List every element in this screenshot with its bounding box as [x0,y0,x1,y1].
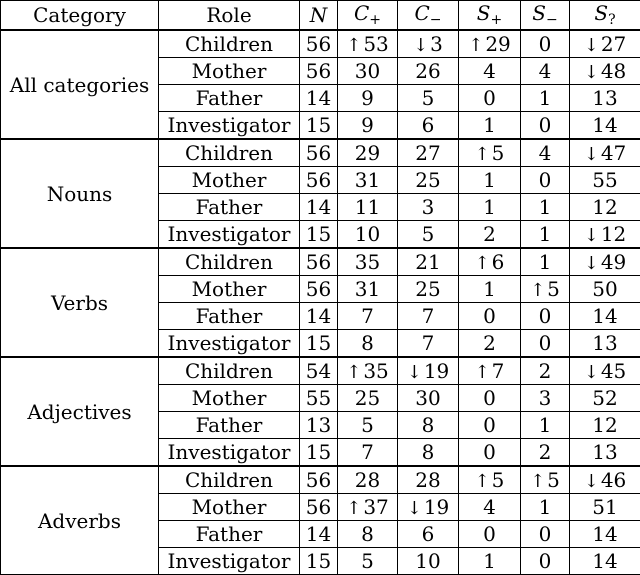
cell-value: 0 [483,86,496,110]
arrow-down-icon: ↓ [584,37,599,55]
cell-value: 10 [415,549,440,573]
table-row [1,466,640,494]
cell-value: 21 [415,250,440,274]
table-row [1,248,640,276]
sminus-cell [521,276,570,303]
cminus-cell [398,194,459,221]
cell-value: 1 [483,277,496,301]
n-cell: 13 [300,412,338,439]
squery-cell [570,330,640,358]
n-cell: 56 [300,167,338,194]
cminus-cell [398,221,459,249]
arrow-up-icon: ↑ [530,473,545,491]
cell-value: 0 [483,413,496,437]
cell-value: 6 [422,113,435,137]
role-cell: Children [159,248,300,276]
cell-value: 25 [415,168,440,192]
header-n [300,1,338,31]
arrow-down-icon: ↓ [584,146,599,164]
cplus-cell [338,303,398,330]
cminus-cell [398,494,459,521]
squery-cell [570,248,640,276]
cplus-cell [338,439,398,467]
cell-value: 0 [539,522,552,546]
cplus-cell [338,494,398,521]
cplus-cell [338,30,398,58]
cell-value: 48 [601,59,626,83]
cminus-cell [398,330,459,358]
cminus-cell [398,357,459,385]
squery-cell [570,466,640,494]
role-cell: Father [159,303,300,330]
cell-value: 5 [492,141,505,165]
sminus-cell [521,221,570,249]
sminus-cell [521,58,570,85]
cell-value: 7 [361,304,374,328]
header-c-minus-subscript: − [430,12,442,28]
squery-cell [570,439,640,467]
cell-value: 5 [361,413,374,437]
cell-value: 4 [539,141,552,165]
cell-value: 7 [422,304,435,328]
sminus-cell [521,139,570,167]
splus-cell [459,221,521,249]
arrow-down-icon: ↓ [413,37,428,55]
splus-cell [459,385,521,412]
n-cell: 14 [300,85,338,112]
cell-value: 31 [355,277,380,301]
cminus-cell [398,276,459,303]
cell-value: 13 [592,440,617,464]
splus-cell [459,167,521,194]
cell-value: 0 [483,440,496,464]
cminus-cell [398,303,459,330]
squery-cell [570,276,640,303]
cell-value: 2 [539,359,552,383]
splus-cell [459,303,521,330]
cell-value: 51 [592,495,617,519]
role-cell: Investigator [159,548,300,575]
header-c-plus-subscript: + [369,12,381,28]
sminus-cell [521,194,570,221]
n-cell: 15 [300,221,338,249]
cell-value: 27 [415,141,440,165]
header-s-minus-symbol: S [532,1,546,25]
cell-value: 4 [539,59,552,83]
cell-value: 14 [592,522,617,546]
splus-cell [459,330,521,358]
cell-value: 50 [592,277,617,301]
header-s-query-subscript: ? [608,12,616,28]
role-cell: Father [159,85,300,112]
cell-value: 14 [592,549,617,573]
cell-value: 52 [592,386,617,410]
sminus-cell [521,412,570,439]
cell-value: 8 [361,522,374,546]
cminus-cell [398,248,459,276]
cell-value: 8 [361,331,374,355]
cell-value: 2 [539,440,552,464]
splus-cell [459,194,521,221]
arrow-down-icon: ↓ [584,64,599,82]
sminus-cell [521,494,570,521]
cell-value: 12 [601,222,626,246]
splus-cell [459,412,521,439]
header-c-minus [398,1,459,31]
role-cell: Children [159,357,300,385]
role-cell: Mother [159,167,300,194]
cplus-cell [338,58,398,85]
cell-value: 0 [539,32,552,56]
cell-value: 0 [539,549,552,573]
cminus-cell [398,412,459,439]
role-cell: Children [159,30,300,58]
role-cell: Father [159,521,300,548]
cell-value: 49 [601,250,626,274]
arrow-up-icon: ↑ [475,146,490,164]
cplus-cell [338,330,398,358]
cplus-cell [338,139,398,167]
cplus-cell [338,112,398,140]
arrow-up-icon: ↑ [468,37,483,55]
role-cell: Children [159,466,300,494]
squery-cell [570,357,640,385]
n-cell: 14 [300,303,338,330]
sminus-cell [521,439,570,467]
cell-value: 35 [363,359,388,383]
splus-cell [459,521,521,548]
cell-value: 0 [539,113,552,137]
n-cell: 56 [300,276,338,303]
cell-value: 30 [355,59,380,83]
cell-value: 5 [547,468,560,492]
splus-cell [459,58,521,85]
header-s-query-symbol: S [594,1,608,25]
squery-cell [570,85,640,112]
n-cell: 15 [300,112,338,140]
sminus-cell [521,385,570,412]
cell-value: 19 [424,359,449,383]
squery-cell [570,521,640,548]
cell-value: 25 [355,386,380,410]
n-cell: 15 [300,548,338,575]
role-cell: Children [159,139,300,167]
cell-value: 26 [415,59,440,83]
cell-value: 19 [424,495,449,519]
cell-value: 8 [422,413,435,437]
splus-cell [459,439,521,467]
arrow-down-icon: ↓ [407,500,422,518]
table-body [1,30,640,575]
cell-value: 28 [415,468,440,492]
cell-value: 28 [355,468,380,492]
header-role: Role [159,1,300,31]
cell-value: 1 [539,495,552,519]
cplus-cell [338,85,398,112]
cminus-cell [398,139,459,167]
arrow-up-icon: ↑ [475,255,490,273]
arrow-down-icon: ↓ [584,227,599,245]
n-cell: 56 [300,139,338,167]
sminus-cell [521,357,570,385]
cell-value: 37 [363,495,388,519]
header-s-minus-subscript: − [546,12,558,28]
table-row [1,30,640,58]
cell-value: 4 [483,59,496,83]
cell-value: 3 [430,32,443,56]
arrow-up-icon: ↑ [346,364,361,382]
arrow-up-icon: ↑ [346,37,361,55]
cell-value: 5 [361,549,374,573]
cell-value: 45 [601,359,626,383]
sminus-cell [521,85,570,112]
splus-cell [459,85,521,112]
role-cell: Mother [159,276,300,303]
cell-value: 5 [492,468,505,492]
n-cell: 55 [300,385,338,412]
sminus-cell [521,248,570,276]
cell-value: 35 [355,250,380,274]
header-category: Category [1,1,159,31]
cplus-cell [338,357,398,385]
cell-value: 29 [355,141,380,165]
cminus-cell [398,167,459,194]
cell-value: 8 [422,440,435,464]
sminus-cell [521,548,570,575]
cplus-cell [338,248,398,276]
sminus-cell [521,330,570,358]
cell-value: 3 [539,386,552,410]
sminus-cell [521,303,570,330]
cminus-cell [398,112,459,140]
cminus-cell [398,85,459,112]
cell-value: 0 [483,386,496,410]
cell-value: 1 [539,195,552,219]
squery-cell [570,494,640,521]
splus-cell [459,248,521,276]
cell-value: 0 [539,304,552,328]
cplus-cell [338,521,398,548]
splus-cell [459,276,521,303]
cell-value: 11 [355,195,380,219]
cell-value: 30 [415,386,440,410]
sminus-cell [521,112,570,140]
n-cell: 54 [300,357,338,385]
cplus-cell [338,548,398,575]
cell-value: 5 [422,222,435,246]
cplus-cell [338,194,398,221]
arrow-up-icon: ↑ [530,282,545,300]
cell-value: 29 [485,32,510,56]
squery-cell [570,548,640,575]
cell-value: 0 [539,331,552,355]
arrow-up-icon: ↑ [475,473,490,491]
arrow-down-icon: ↓ [584,255,599,273]
header-s-minus [521,1,570,31]
cell-value: 53 [363,32,388,56]
cell-value: 1 [483,195,496,219]
category-cell: Adjectives [1,357,159,466]
cell-value: 7 [492,359,505,383]
header-c-minus-symbol: C [414,1,429,25]
squery-cell [570,303,640,330]
squery-cell [570,112,640,140]
squery-cell [570,194,640,221]
cell-value: 7 [422,331,435,355]
cminus-cell [398,466,459,494]
role-cell: Mother [159,494,300,521]
squery-cell [570,139,640,167]
cplus-cell [338,221,398,249]
arrow-up-icon: ↑ [475,364,490,382]
role-cell: Father [159,194,300,221]
cminus-cell [398,385,459,412]
cell-value: 55 [592,168,617,192]
sminus-cell [521,30,570,58]
cell-value: 1 [483,168,496,192]
cminus-cell [398,58,459,85]
n-cell: 14 [300,521,338,548]
squery-cell [570,30,640,58]
role-cell: Mother [159,385,300,412]
table-row [1,139,640,167]
header-s-plus [459,1,521,31]
role-cell: Investigator [159,439,300,467]
n-cell: 56 [300,466,338,494]
cell-value: 25 [415,277,440,301]
squery-cell [570,167,640,194]
header-s-plus-subscript: + [490,12,502,28]
cminus-cell [398,548,459,575]
cell-value: 14 [592,113,617,137]
cell-value: 9 [361,113,374,137]
cell-value: 0 [483,304,496,328]
role-cell: Investigator [159,112,300,140]
arrow-down-icon: ↓ [407,364,422,382]
cell-value: 1 [483,113,496,137]
cell-value: 5 [547,277,560,301]
n-cell: 15 [300,330,338,358]
cplus-cell [338,167,398,194]
cell-value: 46 [601,468,626,492]
role-cell: Investigator [159,330,300,358]
n-cell: 14 [300,194,338,221]
role-cell: Investigator [159,221,300,249]
cminus-cell [398,439,459,467]
cell-value: 9 [361,86,374,110]
cell-value: 1 [483,549,496,573]
role-cell: Father [159,412,300,439]
n-cell: 15 [300,439,338,467]
arrow-up-icon: ↑ [346,500,361,518]
cell-value: 0 [483,522,496,546]
cell-value: 1 [539,86,552,110]
cell-value: 0 [539,168,552,192]
squery-cell [570,385,640,412]
cell-value: 12 [592,195,617,219]
splus-cell [459,139,521,167]
splus-cell [459,466,521,494]
cell-value: 1 [539,222,552,246]
squery-cell [570,412,640,439]
sminus-cell [521,521,570,548]
category-cell: Nouns [1,139,159,248]
cell-value: 4 [483,495,496,519]
cplus-cell [338,466,398,494]
n-cell: 56 [300,248,338,276]
cell-value: 27 [601,32,626,56]
cminus-cell [398,521,459,548]
table-header [1,1,640,31]
cminus-cell [398,30,459,58]
splus-cell [459,357,521,385]
header-s-plus-symbol: S [477,1,491,25]
splus-cell [459,30,521,58]
header-s-query [570,1,640,31]
cell-value: 2 [483,331,496,355]
category-cell: Verbs [1,248,159,357]
role-cell: Mother [159,58,300,85]
arrow-down-icon: ↓ [584,473,599,491]
splus-cell [459,548,521,575]
cell-value: 1 [539,413,552,437]
cell-value: 1 [539,250,552,274]
cell-value: 2 [483,222,496,246]
sminus-cell [521,167,570,194]
n-cell: 56 [300,58,338,85]
n-cell: 56 [300,494,338,521]
cell-value: 7 [361,440,374,464]
n-cell: 56 [300,30,338,58]
cplus-cell [338,385,398,412]
cell-value: 47 [601,141,626,165]
squery-cell [570,221,640,249]
cell-value: 3 [422,195,435,219]
splus-cell [459,112,521,140]
squery-cell [570,58,640,85]
category-cell: All categories [1,30,159,139]
category-cell: Adverbs [1,466,159,575]
splus-cell [459,494,521,521]
cell-value: 5 [422,86,435,110]
cell-value: 13 [592,331,617,355]
table-row [1,357,640,385]
arrow-down-icon: ↓ [584,364,599,382]
cell-value: 12 [592,413,617,437]
cell-value: 10 [355,222,380,246]
cell-value: 14 [592,304,617,328]
header-c-plus [338,1,398,31]
header-n-symbol: N [310,3,328,27]
cplus-cell [338,412,398,439]
cell-value: 31 [355,168,380,192]
sminus-cell [521,466,570,494]
cell-value: 6 [492,250,505,274]
cplus-cell [338,276,398,303]
header-c-plus-symbol: C [354,1,369,25]
cell-value: 13 [592,86,617,110]
cell-value: 6 [422,522,435,546]
